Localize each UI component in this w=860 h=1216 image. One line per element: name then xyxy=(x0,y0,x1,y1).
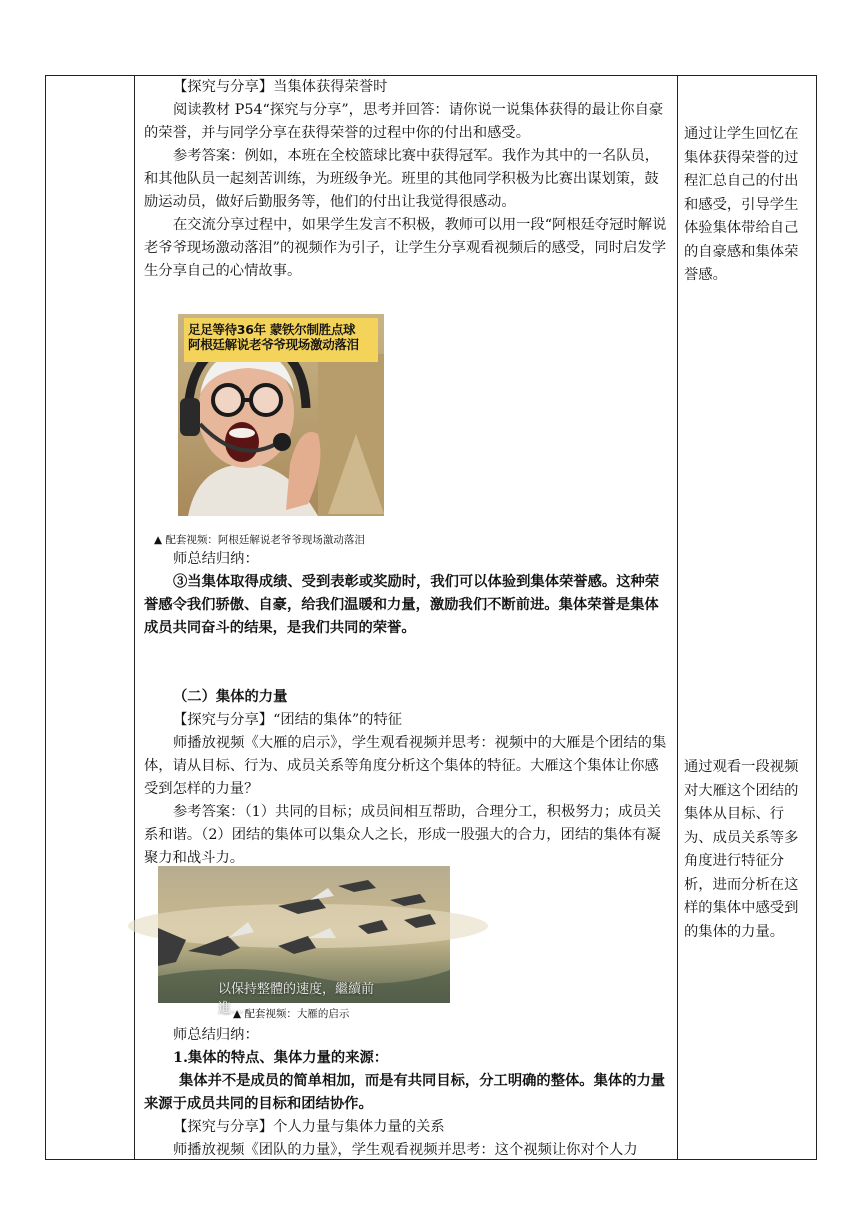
answer-honor: 参考答案：例如，本班在全校篮球比赛中获得冠军。我作为其中的一名队员，和其他队员一起刻苦训练，为班级争光。班里的其他同学积极为比赛出谋划策，鼓励运动员，做好后勤服务等，他们的付出让我觉得很感动。 xyxy=(144,148,660,210)
column-divider-1 xyxy=(134,75,135,1160)
side-note-honor: 通过让学生回忆在集体获得荣誉的过程汇总自己的付出和感受，引导学生体验集体带给自己的自豪感和集体荣誉感。 xyxy=(684,126,799,283)
section-power xyxy=(144,686,670,870)
answer-geese: 参考答案：（1）共同的目标；成员间相互帮助，合理分工，积极努力；成员关系和谐。（2）团结的集体可以集众人之长，形成一股强大的合力，团结的集体有凝聚力和战斗力。 xyxy=(144,804,662,866)
section-honor xyxy=(144,76,670,283)
question-geese: 师播放视频《大雁的启示》，学生观看视频并思考：视频中的大雁是个团结的集体，请从目标、行为、成员关系等角度分析这个集体的特征。大雁这个集体让你感受到怎样的力量？ xyxy=(144,735,667,797)
side-note-geese: 通过观看一段视频对大雁这个团结的集体从目标、行为、成员关系等多角度进行特征分析，进而分析在这样的集体中感受到的集体的力量。 xyxy=(684,759,799,940)
table-left-border xyxy=(45,75,46,1160)
heading-unity xyxy=(144,709,670,732)
video-subtitle xyxy=(188,322,378,352)
heading-tag: 【探究与分享】 xyxy=(173,1119,274,1135)
heading-tag: 【探究与分享】 xyxy=(173,79,274,95)
column-divider-2 xyxy=(677,75,678,1160)
geese-video-subtitle: 以保持整體的速度，繼續前進... xyxy=(218,982,375,1016)
table-right-border xyxy=(816,75,817,1160)
heading-text: 个人力量与集体力量的关系 xyxy=(273,1119,445,1135)
section-title: （二）集体的力量 xyxy=(173,689,288,705)
summary-honor xyxy=(144,548,670,640)
summary-power xyxy=(144,1024,670,1162)
summary-honor-text: ③当集体取得成绩、受到表彰或奖励时，我们可以体验到集体荣誉感。这种荣誉感令我们骄傲、自豪，给我们温暖和力量，激励我们不断前进。集体荣誉是集体成员共同奋斗的结果，是我们共同的荣誉。 xyxy=(144,574,660,636)
summary-label: 师总结归纳： xyxy=(173,551,259,567)
video-still-commentator xyxy=(178,314,384,516)
video-subtitle-line2: 阿根廷解说老爷爷现场激动落泪 xyxy=(188,337,359,352)
question-honor: 阅读教材 P54“探究与分享”，思考并回答：请你说一说集体获得的最让你自豪的荣誉，并与同学分享在获得荣誉的过程中你的付出和感受。 xyxy=(144,102,664,141)
video-subtitle-line1: 足足等待36年 蒙铁尔制胜点球 xyxy=(188,322,356,337)
summary-label-2: 师总结归纳： xyxy=(173,1027,259,1043)
point-title: 1.集体的特点、集体力量的来源： xyxy=(173,1050,389,1066)
heading-text: 当集体获得荣誉时 xyxy=(273,79,388,95)
tip-honor: 在交流分享过程中，如果学生发言不积极，教师可以用一段“阿根廷夺冠时解说老爷爷现场激动落泪”的视频作为引子，让学生分享观看视频后的感受，同时启发学生分享自己的心情故事。 xyxy=(144,217,667,279)
heading-honor xyxy=(144,76,670,99)
caption-commentator: ▲ 配套视频：阿根廷解说老爷爷现场激动落泪 xyxy=(154,534,365,546)
heading-tag: 【探究与分享】 xyxy=(173,712,274,728)
heading-individual xyxy=(144,1116,670,1139)
question-team: 师播放视频《团队的力量》，学生观看视频并思考：这个视频让你对个人力 xyxy=(173,1142,638,1158)
heading-text: “团结的集体”的特征 xyxy=(273,712,403,728)
point-body: 集体并不是成员的简单相加，而是有共同目标，分工明确的整体。集体的力量来源于成员共同的目标和团结协作。 xyxy=(144,1073,666,1112)
caption-geese: ▲ 配套视频：大雁的启示 xyxy=(233,1008,350,1020)
